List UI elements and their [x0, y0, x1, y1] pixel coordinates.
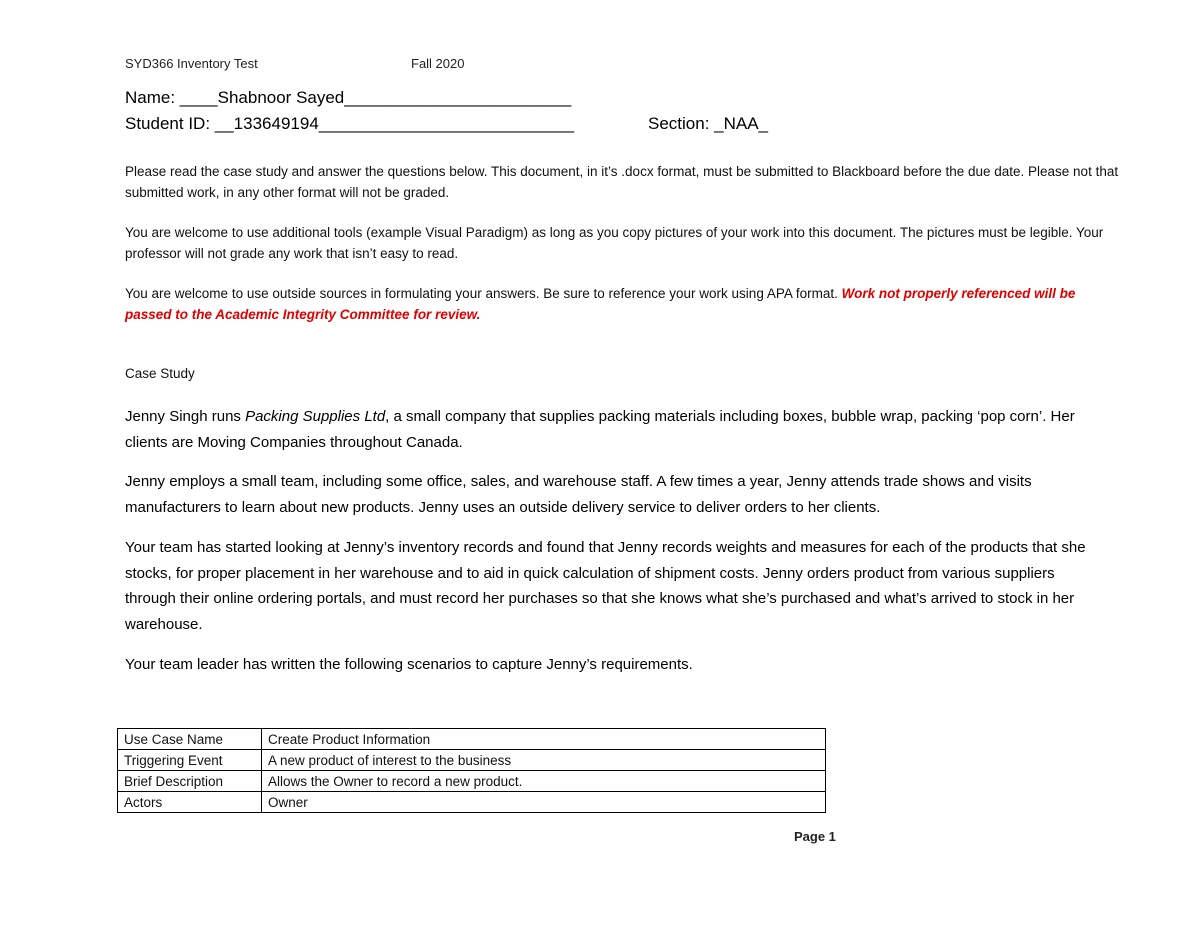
- table-key-cell: Actors: [118, 792, 262, 813]
- table-row: [118, 729, 826, 750]
- table-key-cell: Triggering Event: [118, 750, 262, 771]
- instructions-paragraph-3: [125, 283, 1125, 325]
- table-value-cell: Create Product Information: [262, 729, 826, 750]
- instructions-paragraph-2: You are welcome to use additional tools (example Visual Paradigm) as long as you copy pictures of your work into this document. The pictures must be legible. Your professor will not grade any work that isn’t easy to read.: [125, 225, 1104, 261]
- case-p1-intro: Jenny Singh runs: [125, 408, 246, 425]
- case-study-paragraph-2: Jenny employs a small team, including some office, sales, and warehouse staff. A few times a year, Jenny attends trade shows and visits manufacturers to learn about new products. Jenny uses an outside delivery service to deliver orders to her clients.: [125, 473, 1032, 516]
- table-row: [118, 792, 826, 813]
- page-number: Page 1: [794, 829, 836, 844]
- company-name: Packing Supplies Ltd: [245, 408, 386, 425]
- table-row: [118, 750, 826, 771]
- case-p1-rest: , a small company that supplies packing materials including boxes, bubble wrap, packing ‘pop corn’. Her clients are Moving Companies throughout Canada.: [125, 408, 1075, 451]
- case-study-paragraph-4: Your team leader has written the following scenarios to capture Jenny’s requirements.: [125, 656, 693, 673]
- term-header: Fall 2020: [411, 56, 465, 71]
- academic-integrity-warning: Work not properly referenced will be passed to the Academic Integrity Committee for review.: [125, 286, 1076, 322]
- case-study-paragraph-1: [125, 404, 1095, 455]
- table-key-cell: Brief Description: [118, 771, 262, 792]
- table-row: [118, 771, 826, 792]
- table-value-cell: Owner: [262, 792, 826, 813]
- student-name-line: Name: ____Shabnoor Sayed________________________: [125, 88, 572, 107]
- table-key-cell: Use Case Name: [118, 729, 262, 750]
- instructions-paragraph-1: Please read the case study and answer the questions below. This document, in it’s .docx format, must be submitted to Blackboard before the due date. Please not that submitted work, in any other format will not be graded.: [125, 164, 1119, 200]
- course-header: SYD366 Inventory Test: [125, 56, 258, 71]
- instructions-reference-text: You are welcome to use outside sources in formulating your answers. Be sure to reference your work using APA format.: [125, 286, 842, 301]
- student-id-line: Student ID: __133649194___________________________: [125, 114, 575, 133]
- table-value-cell: Allows the Owner to record a new product.: [262, 771, 826, 792]
- use-case-table: [117, 728, 826, 813]
- case-study-label: Case Study: [125, 366, 195, 381]
- section-line: Section: _NAA_: [648, 114, 769, 133]
- table-value-cell: A new product of interest to the business: [262, 750, 826, 771]
- case-study-paragraph-3: Your team has started looking at Jenny’s inventory records and found that Jenny records weights and measures for each of the products that she stocks, for proper placement in her warehouse and to aid in quick calculation of shipment costs. Jenny orders product from various suppliers through their online ordering portals, and must record her purchases so that she knows what she’s purchased and what’s arrived to stock in her warehouse.: [125, 539, 1086, 633]
